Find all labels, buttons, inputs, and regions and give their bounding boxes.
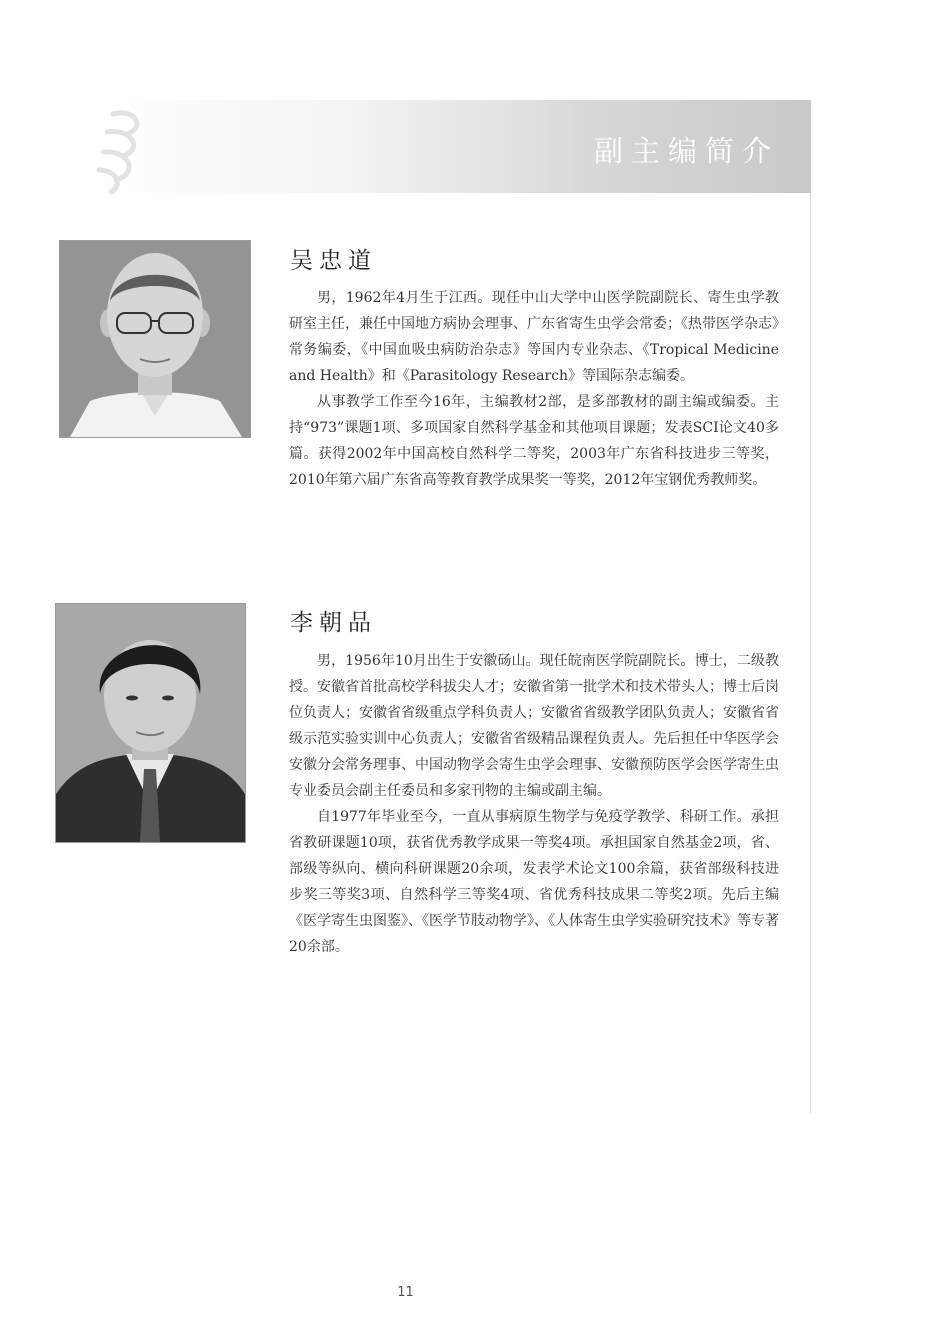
decorative-swirl-logo — [93, 100, 153, 195]
page-number: 11 — [397, 1285, 414, 1300]
section-banner — [93, 100, 811, 193]
page-edge-line — [810, 193, 811, 1113]
bio-paragraph: 自1977年毕业至今，一直从事病原生物学与免疫学教学、科研工作。承担省教研课题10项，获省优秀教学成果一等奖4项。承担国家自然基金2项，省、部级等纵向、横向科研课题20余项，发表学术论文100余篇，获省部级科技进步奖三等奖3项、自然科学三等奖4项、省优秀科技成果二等奖2项。先后主编《医学寄生虫图鉴》、《医学节肢动物学》、《人体寄生虫学实验研究技术》等专著20余部。 — [289, 809, 779, 955]
bio-paragraph: 男，1962年4月生于江西。现任中山大学中山医学院副院长、寄生虫学教研室主任，兼任中国地方病协会理事、广东省寄生虫学会常委；《热带医学杂志》常务编委，《中国血吸虫病防治杂志》等国内专业杂志、《Tropical Medicine and Health》和《Parasitology Research》等国际杂志编委。 — [289, 290, 779, 384]
profile-name-2: 李朝品 — [290, 610, 377, 636]
bio-paragraph: 男，1956年10月出生于安徽砀山。现任皖南医学院副院长。博士，二级教授。安徽省首批高校学科拔尖人才；安徽省第一批学术和技术带头人；博士后岗位负责人；安徽省省级重点学科负责人；安徽省省级教学团队负责人；安徽省省级示范实验实训中心负责人；安徽省省级精品课程负责人。先后担任中华医学会安徽分会常务理事、中国动物学会寄生虫学会理事、安徽预防医学会医学寄生虫专业委员会副主任委员和多家刊物的主编或副主编。 — [289, 653, 779, 799]
profile-bio-2 — [289, 648, 779, 960]
portrait-photo-1 — [59, 240, 251, 438]
profile-bio-1 — [289, 285, 779, 493]
section-title: 副主编简介 — [593, 134, 779, 168]
bio-paragraph: 从事教学工作至今16年，主编教材2部，是多部教材的副主编或编委。主持“973”课题1项、多项国家自然科学基金和其他项目课题；发表SCI论文40多篇。获得2002年中国高校自然科学二等奖，2003年广东省科技进步三等奖，2010年第六届广东省高等教育教学成果奖一等奖，2012年宝钢优秀教师奖。 — [289, 394, 779, 488]
portrait-photo-2 — [55, 603, 246, 843]
profile-name-1: 吴忠道 — [290, 248, 377, 274]
